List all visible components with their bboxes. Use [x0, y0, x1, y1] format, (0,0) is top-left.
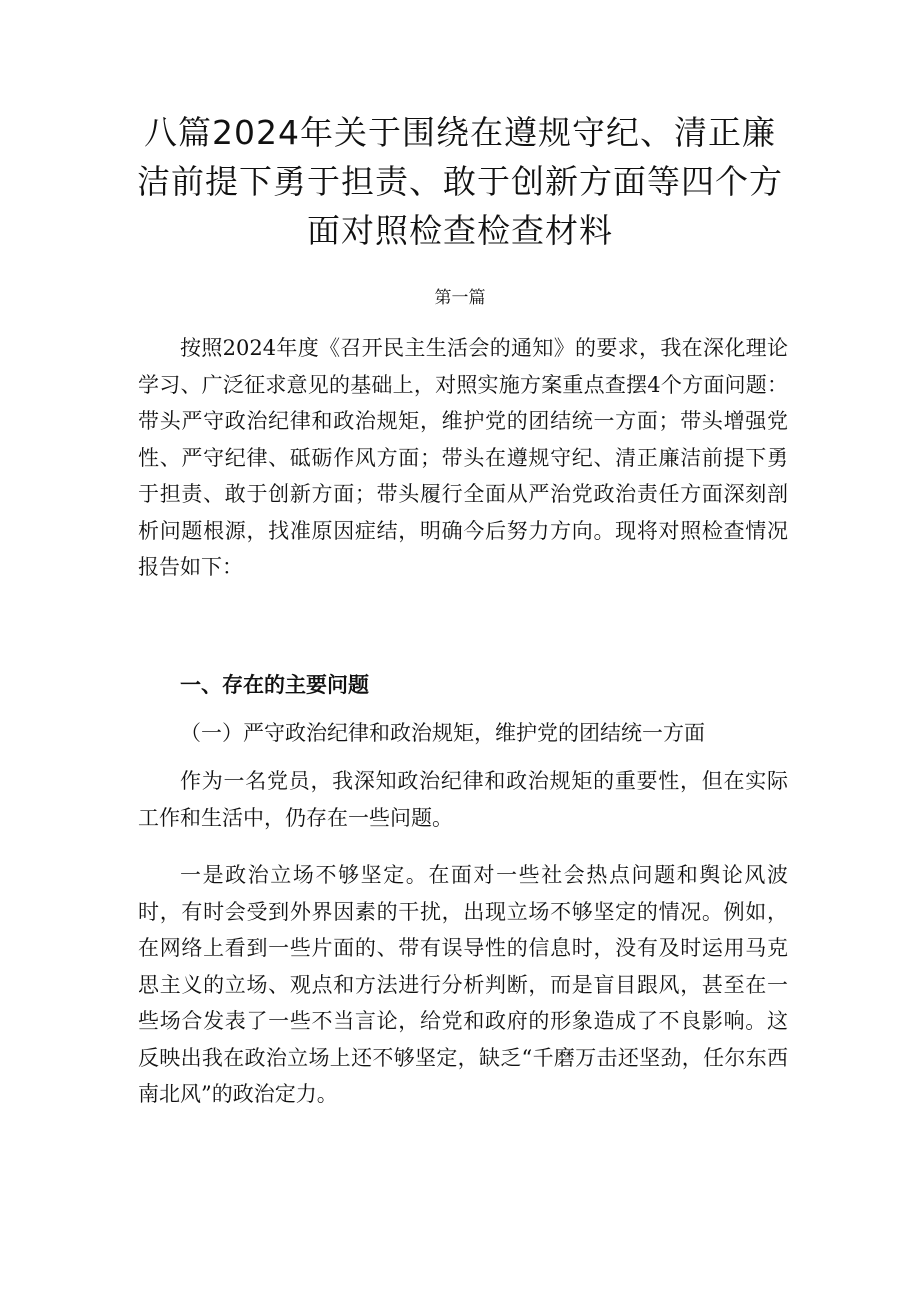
title-line-2: 洁前提下勇于担责、敢于创新方面等四个方 [137, 162, 783, 201]
subsection-heading: （一）严守政治纪律和政治规矩，维护党的团结统一方面 [180, 721, 705, 745]
document-title [120, 108, 800, 255]
body-paragraph-2: 一是政治立场不够坚定。在面对一些社会热点问题和舆论风波时，有时会受到外界因素的干扰，出现立场不够坚定的情况。例如，在网络上看到一些片面的、带有误导性的信息时，没有及时运用马克思主义的立场、观点和方法进行分析判断，而是盲目跟风，甚至在一些场合发表了一些不当言论，给党和政府的形象造成了不良影响。这反映出我在政治立场上还不够坚定，缺乏“千磨万击还坚劲，任尔东西南北风”的政治定力。 [138, 863, 788, 1106]
title-line-3: 面对照检查检查材料 [307, 211, 613, 250]
body-paragraph-1: 作为一名党员，我深知政治纪律和政治规矩的重要性，但在实际工作和生活中，仍存在一些问题。 [138, 769, 788, 830]
section-heading: 一、存在的主要问题 [180, 673, 369, 697]
document-subtitle: 第一篇 [434, 288, 486, 308]
intro-paragraph: 按照2024年度《召开民主生活会的通知》的要求，我在深化理论学习、广泛征求意见的基础上，对照实施方案重点查摆4个方面问题：带头严守政治纪律和政治规矩，维护党的团结统一方面；带头增强党性、严守纪律、砥砺作风方面；带头在遵规守纪、清正廉洁前提下勇于担责、敢于创新方面；带头履行全面从严治党政治责任方面深刻剖析问题根源，找准原因症结，明确今后努力方向。现将对照检查情况报告如下： [138, 336, 788, 579]
title-line-1: 八篇2024年关于围绕在遵规守纪、清正廉 [144, 113, 776, 152]
